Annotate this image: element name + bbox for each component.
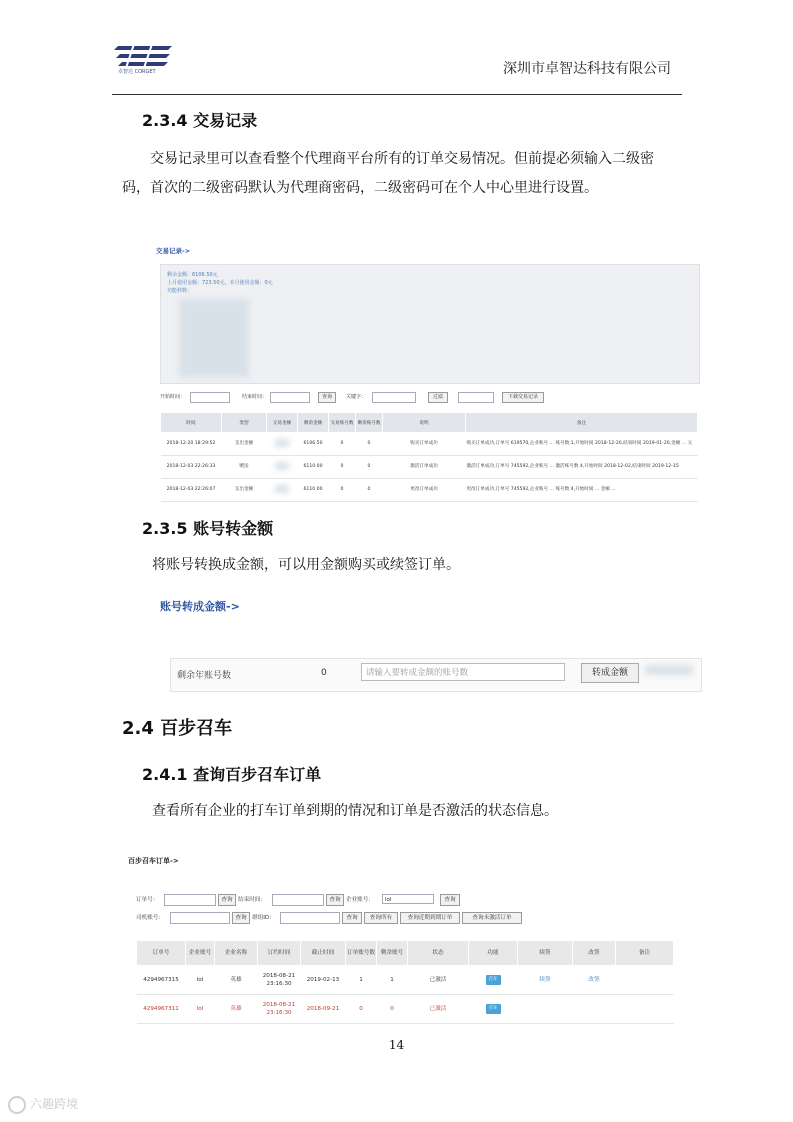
cell-note [616, 995, 674, 1024]
section-2-3-4-title: 2.3.4 交易记录 [142, 111, 258, 130]
col-status: 状态 [408, 941, 469, 966]
transaction-table [160, 412, 698, 502]
cell-change [573, 995, 616, 1024]
cell-time: 2018-12-03 22:26:07 [161, 479, 222, 502]
cell-status: 已激活 [408, 995, 469, 1024]
cell-type: 支出金额 [222, 433, 267, 456]
order-query-button[interactable]: 查询 [218, 894, 236, 906]
balance-info-panel [160, 264, 700, 384]
section-2-4-1-title: 2.4.1 查询百步召车订单 [142, 765, 322, 784]
col-start-time: 订约时间 [258, 941, 301, 966]
table-row [161, 479, 698, 502]
group-id-label: 群组ID： [252, 915, 275, 921]
col-remaining-accounts: 剩余账号数 [356, 413, 383, 433]
cell-function [469, 966, 518, 995]
blurred-region [645, 665, 693, 675]
cell-remaining-accounts: 1 [377, 966, 408, 995]
change-link[interactable]: 改签 [588, 977, 600, 983]
cell-description: 激活订单成功 [383, 456, 466, 479]
group-query-button[interactable]: 查询 [342, 912, 362, 924]
cell-trade-accounts: 0 [329, 433, 356, 456]
company-name: 深圳市卓智达科技有限公司 [503, 61, 671, 77]
start-time-label: 开始时间： [160, 394, 186, 400]
query-button[interactable]: 查询 [318, 392, 336, 403]
call-car-button[interactable]: 召车 [486, 975, 501, 985]
balance-line: 剩余金额：6106.50元 [167, 272, 218, 278]
remaining-accounts-value: 0 [321, 668, 327, 678]
col-order-accounts: 订单账号数 [346, 941, 377, 966]
col-change: 改签 [573, 941, 616, 966]
cell-remaining-accounts: 0 [356, 456, 383, 479]
col-function: 功能 [469, 941, 518, 966]
convert-form-row [170, 658, 702, 692]
cell-function [469, 995, 518, 1024]
transaction-record-screenshot [152, 242, 700, 497]
cell-description: 购买订单成功 [383, 433, 466, 456]
group-id-input[interactable] [280, 912, 340, 924]
table-row [161, 433, 698, 456]
table-row [161, 456, 698, 479]
cell-enterprise-account: lol [186, 966, 215, 995]
account-count-input[interactable]: 请输入要转成金额的账号数 [361, 663, 565, 681]
filter-select[interactable] [458, 392, 494, 403]
section-2-3-4-paragraph: 交易记录里可以查看整个代理商平台所有的订单交易情况。但前提必须输入二级密码，首次的二级密码默认为代理商密码，二级密码可在个人中心里进行设置。 [122, 151, 654, 196]
cell-status: 已激活 [408, 966, 469, 995]
usage-line: 上月使用金额：723.50元，本月使用金额：0元 [167, 280, 273, 286]
cell-enterprise-account: lol [186, 995, 215, 1024]
col-order-id: 订单号 [137, 941, 186, 966]
col-trade-accounts: 交易账号数 [329, 413, 356, 433]
cell-type: 支出金额 [222, 479, 267, 502]
col-time: 时间 [161, 413, 222, 433]
end-time-label: 结束时间： [242, 394, 268, 400]
table-row [137, 995, 674, 1024]
end-time-label: 结束时间： [238, 897, 266, 903]
col-enterprise-account: 企业账号 [186, 941, 215, 966]
convert-to-amount-button[interactable]: 转成金额 [581, 663, 639, 683]
cell-renew [518, 966, 573, 995]
feature-line: 功能秒数： [167, 288, 193, 294]
section-2-3-5-title: 2.3.5 账号转金额 [142, 519, 274, 538]
cell-renew [518, 995, 573, 1024]
account-to-amount-screenshot [152, 592, 704, 696]
table-row [137, 966, 674, 995]
col-note: 备注 [466, 413, 698, 433]
cell-order-id: 4294967315 [137, 966, 186, 995]
col-end-time: 截止时间 [301, 941, 346, 966]
header-rule [112, 94, 682, 95]
filter-bar [160, 392, 698, 406]
remaining-accounts-label: 剩余年账号数 [177, 671, 232, 681]
download-records-button[interactable]: 下载交易记录 [502, 392, 544, 403]
col-remaining: 剩余金额 [298, 413, 329, 433]
cell-trade-accounts: 0 [329, 456, 356, 479]
cell-time: 2018-12-03 22:26:33 [161, 456, 222, 479]
query-all-button[interactable]: 查询所有 [364, 912, 398, 924]
col-renew: 续签 [518, 941, 573, 966]
baibu-order-screenshot [128, 856, 676, 1026]
baibu-order-table [136, 940, 674, 1024]
enterprise-query-button[interactable]: 查询 [440, 894, 460, 906]
filter-button[interactable]: 过滤 [428, 392, 448, 403]
logo-text: 卓智达 CORGET [118, 69, 156, 75]
col-description: 说明 [383, 413, 466, 433]
breadcrumb: 百步召车订单-> [128, 857, 179, 865]
cell-description: 更改订单成功 [383, 479, 466, 502]
cell-enterprise-name: 英雄 [215, 966, 258, 995]
cell-remaining-accounts: 0 [356, 479, 383, 502]
cell-enterprise-name: 英雄 [215, 995, 258, 1024]
renew-link[interactable]: 续签 [539, 977, 551, 983]
enterprise-input[interactable]: lol [382, 894, 434, 904]
section-2-3-5-paragraph: 将账号转换成金额，可以用金额购买或续签订单。 [152, 557, 460, 573]
cell-time: 2018-12-20 18:29:52 [161, 433, 222, 456]
cell-remaining: 6106.50 [298, 433, 329, 456]
blurred-region [179, 299, 249, 377]
cell-end-time: 2019-02-13 [301, 966, 346, 995]
order-id-input[interactable] [164, 894, 216, 906]
cell-change [573, 966, 616, 995]
section-2-4-title: 2.4 百步召车 [122, 718, 233, 739]
driver-label: 司机账号： [136, 915, 164, 921]
driver-query-button[interactable]: 查询 [232, 912, 250, 924]
cell-note [616, 966, 674, 995]
enterprise-label: 企业账号： [346, 897, 374, 903]
cell-amount [267, 433, 298, 456]
col-remaining-accounts: 剩余账号 [377, 941, 408, 966]
cell-start-time: 2018-08-21 23:16:30 [258, 966, 301, 995]
cell-end-time: 2018-09-21 [301, 995, 346, 1024]
end-time-input[interactable] [272, 894, 324, 906]
cell-note: 激活订单成功,订单号 745592,企业账号 ... 激活账号数 4,开始时间 2018-12-02,结束时间 2019-12-15 [466, 456, 698, 479]
cell-remaining-accounts: 0 [377, 995, 408, 1024]
cell-note: 更改订单成功,订单号 745592,企业账号 ... 账号数 4,开始时间 ... 金额 ... [466, 479, 698, 502]
page-number: 14 [388, 1038, 405, 1052]
watermark-icon [8, 1096, 26, 1114]
cell-order-id: 4294967311 [137, 995, 186, 1024]
cell-remaining: 6110.00 [298, 479, 329, 502]
col-note: 备注 [616, 941, 674, 966]
cell-amount [267, 479, 298, 502]
query-inactive-button[interactable]: 查询未激活订单 [462, 912, 522, 924]
col-enterprise-name: 企业名称 [215, 941, 258, 966]
keyword-label: 关键字： [346, 394, 367, 400]
order-id-label: 订单号： [136, 897, 159, 903]
cell-remaining-accounts: 0 [356, 433, 383, 456]
driver-input[interactable] [170, 912, 230, 924]
cell-start-time: 2018-08-21 23:16:30 [258, 995, 301, 1024]
breadcrumb: 交易记录-> [156, 247, 191, 255]
end-time-input[interactable] [270, 392, 310, 403]
cell-remaining: 6110.00 [298, 456, 329, 479]
cell-order-accounts: 1 [346, 966, 377, 995]
cell-type: 赠送 [222, 456, 267, 479]
cell-amount [267, 456, 298, 479]
start-time-input[interactable] [190, 392, 230, 403]
call-car-button[interactable]: 召车 [486, 1004, 501, 1014]
watermark [8, 1095, 78, 1114]
col-amount: 交易金额 [267, 413, 298, 433]
col-type: 类型 [222, 413, 267, 433]
cell-order-accounts: 0 [346, 995, 377, 1024]
query-expiring-button[interactable]: 查询近期到期订单 [400, 912, 460, 924]
breadcrumb: 账号转成金额-> [160, 600, 240, 613]
section-2-4-1-paragraph: 查看所有企业的打车订单到期的情况和订单是否激活的状态信息。 [152, 803, 558, 819]
watermark-text: 六趣跨境 [30, 1097, 79, 1111]
cell-trade-accounts: 0 [329, 479, 356, 502]
end-time-query-button[interactable]: 查询 [326, 894, 344, 906]
cell-note: 购买订单成功,订单号 619570,企业账号 ... 账号数:1,开始时间 2018-12-20,结束时间 2019-01-20,金额 ... 元 [466, 433, 698, 456]
keyword-input[interactable] [372, 392, 416, 403]
